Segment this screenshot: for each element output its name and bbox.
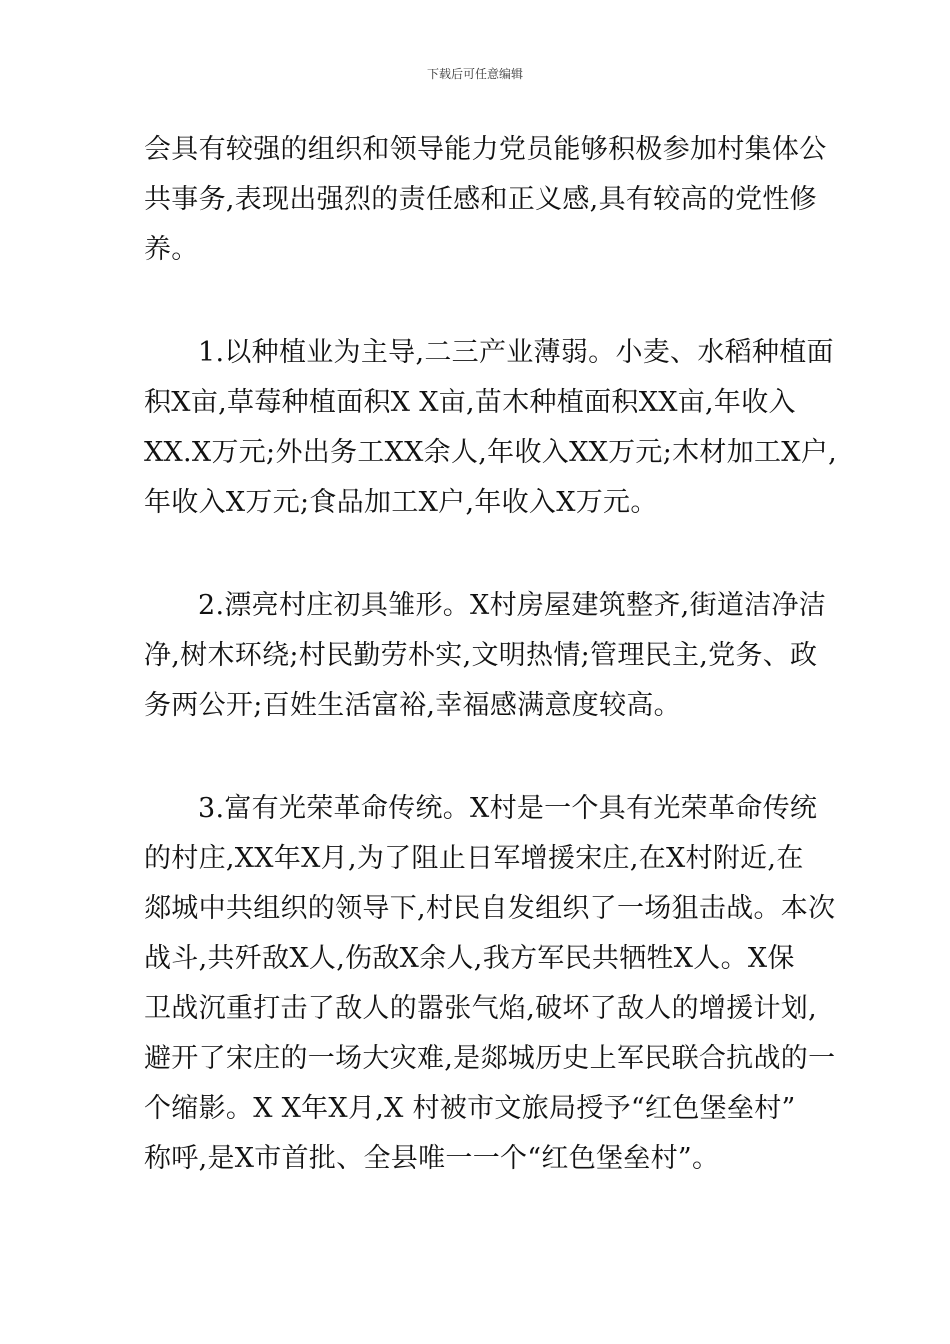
text-line: 养。 <box>144 234 199 265</box>
text-line: 称呼,是X市首批、全县唯一一个“红色堡垒村”。 <box>144 1143 720 1174</box>
text-line: 1.以种植业为主导,二三产业薄弱。小麦、水稻种植面 <box>198 337 834 368</box>
text-line: 年收入X万元;食品加工X户,年收入X万元。 <box>144 487 658 518</box>
text-line: 净,树木环绕;村民勤劳朴实,文明热情;管理民主,党务、政 <box>144 640 818 671</box>
text-line: 务两公开;百姓生活富裕,幸福感满意度较高。 <box>144 690 681 721</box>
text-line: 避开了宋庄的一场大灾难,是郯城历史上军民联合抗战的一 <box>144 1043 836 1074</box>
text-line: 积X亩,草莓种植面积X X亩,苗木种植面积XX亩,年收入 <box>144 387 796 418</box>
paragraph-item-1 <box>144 328 838 528</box>
text-line: 共事务,表现出强烈的责任感和正义感,具有较高的党性修 <box>144 184 817 215</box>
text-line: 个缩影。X X年X月,X 村被市文旅局授予“红色堡垒村” <box>144 1093 796 1124</box>
text-line: 战斗,共歼敌X人,伤敌X余人,我方军民共牺牲X人。X保 <box>144 943 795 974</box>
document-body <box>144 125 838 1184</box>
paragraph-spacer <box>144 731 808 784</box>
text-line: 会具有较强的组织和领导能力党员能够积极参加村集体公 <box>144 134 827 165</box>
text-line: 郯城中共组织的领导下,村民自发组织了一场狙击战。本次 <box>144 893 836 924</box>
paragraph-spacer <box>144 528 808 581</box>
page-header: 下载后可任意编辑 <box>426 67 523 81</box>
text-line: XX.X万元;外出务工XX余人,年收入XX万元;木材加工X户, <box>144 437 838 468</box>
paragraph-item-3 <box>144 784 836 1184</box>
text-line: 的村庄,XX年X月,为了阻止日军增援宋庄,在X村附近,在 <box>144 843 804 874</box>
paragraph-spacer <box>144 275 808 328</box>
paragraph-item-2 <box>144 581 827 731</box>
text-line: 2.漂亮村庄初具雏形。X村房屋建筑整齐,街道洁净洁 <box>198 590 827 621</box>
text-line: 3.富有光荣革命传统。X村是一个具有光荣革命传统 <box>198 793 818 824</box>
paragraph-continuation <box>144 125 827 275</box>
text-line: 卫战沉重打击了敌人的嚣张气焰,破坏了敌人的增援计划, <box>144 993 817 1024</box>
